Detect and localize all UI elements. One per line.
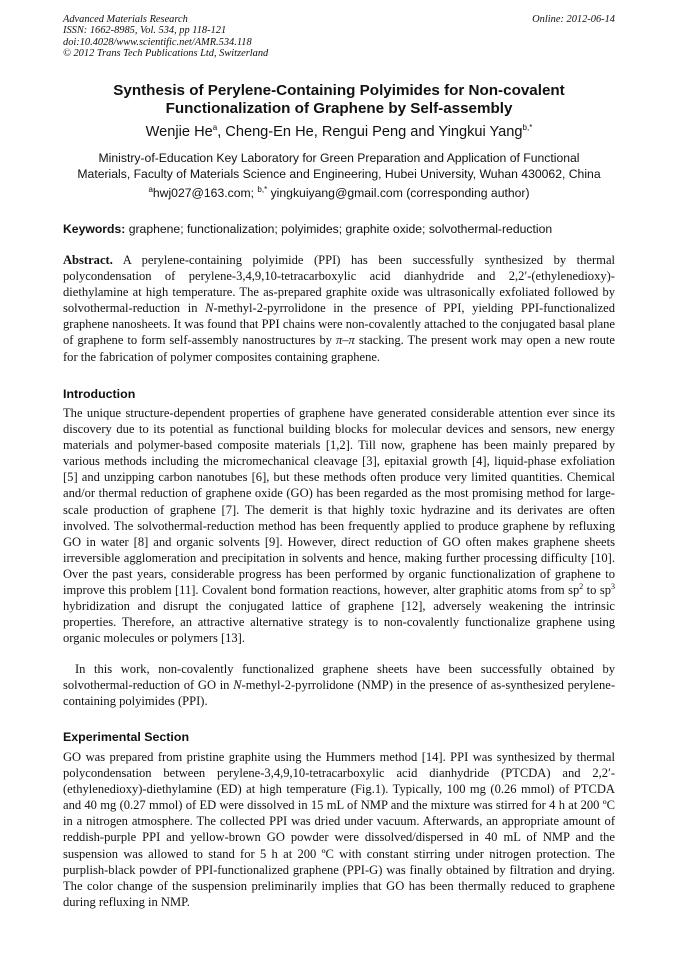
abstract-text: stacking. The present work may open a new route for the fabrication of polymer composites containing graphene.	[63, 333, 615, 364]
paragraph-italic: N	[233, 678, 242, 693]
email-marker: b,*	[257, 184, 268, 194]
copyright-line: © 2012 Trans Tech Publications Ltd, Switzerland	[63, 48, 269, 60]
abstract-text: A perylene-containing polyimide (PPI) has been successfully synthesized by thermal polycondensation of perylene-3,4,9,10-tetracarboxylic acid dianhydride and 2,2′-(ethylenedioxy)-diethylamine at high temperature. The as-prepared graphite oxide was ultrasonically exfoliated followed by solvothermal-reduction in	[63, 253, 615, 316]
journal-name: Advanced Materials Research	[63, 14, 188, 25]
affiliation	[63, 150, 615, 182]
paragraph-text: to sp	[583, 583, 611, 598]
title-line-2: Functionalization of Graphene by Self-assembly	[165, 100, 513, 117]
email-marker: a	[148, 184, 153, 194]
abstract-label: Abstract.	[63, 253, 113, 267]
keywords	[63, 221, 615, 237]
title-line-1: Synthesis of Perylene-Containing Polyimides for Non-covalent	[113, 82, 565, 99]
affiliation-line-1: Ministry-of-Education Key Laboratory for Green Preparation and Application of Functional	[98, 151, 580, 165]
author-names: , Cheng-En He, Rengui Peng and Yingkui Yang	[217, 124, 523, 140]
keywords-label: Keywords:	[63, 222, 126, 236]
doi-line[interactable]: doi:10.4028/www.scientific.net/AMR.534.118	[63, 36, 252, 48]
email-link[interactable]: yingkuiyang@gmail.com (corresponding author)	[267, 186, 530, 200]
author-affil-marker: b,*	[522, 123, 533, 133]
issn-line: ISSN: 1662-8985, Vol. 534, pp 118-121	[63, 25, 227, 37]
introduction-paragraph-1	[63, 405, 615, 646]
author-name: Wenjie He	[145, 124, 213, 140]
paragraph-text: hybridization and disrupt the conjugated lattice of graphene [12], adversely weakening the intrinsic properties. Therefore, an attractive alternative strategy is to non-covalently functionalize graphene using organic molecules or polymers [13].	[63, 599, 615, 646]
abstract-italic: π–π	[336, 333, 355, 348]
online-date: Online: 2012-06-14	[532, 14, 615, 25]
affiliation-line-2: Materials, Faculty of Materials Science and Engineering, Hubei University, Wuhan 430062, China	[77, 167, 601, 181]
paper-title	[63, 82, 615, 118]
experimental-paragraph-1: GO was prepared from pristine graphite using the Hummers method [14]. PPI was synthesized by thermal polycondensation between perylene-3,4,9,10-tetracarboxylic acid dianhydride (PTCDA) and 2,2′-(ethylenedioxy)-diethylamine (ED) at high temperature (Fig.1). Typically, 100 mg (0.26 mmol) of PTCDA and 40 mg (0.27 mmol) of ED were dissolved in 15 mL of NMP and the mixture was stirred for 4 h at 200 ºC in a nitrogen atmosphere. The collected PPI was dried under vacuum. Afterwards, an appropriate amount of reddish-purple PPI and yellow-brown GO powder were dissolved/dispersed in 40 mL of NMP and the suspension was allowed to stand for 5 h at 200 ºC with constant stirring under nitrogen protection. The purplish-black powder of PPI-functionalized graphene (PPI-G) was finally obtained by filtration and drying. The color change of the suspension preliminarily implies that GO has been thermally reduced to graphene during refluxing in NMP.	[63, 750, 615, 909]
author-list	[63, 123, 615, 141]
introduction-paragraph-2	[63, 661, 615, 709]
paragraph-text: -methyl-2-pyrrolidone (NMP) in the presence of as-synthesized perylene-containing polyimides (PPI).	[63, 678, 615, 709]
author-emails	[63, 185, 615, 201]
abstract	[63, 252, 615, 365]
abstract-text: -methyl-2-pyrrolidone in the presence of PPI, yielding PPI-functionalized graphene nanosheets. It was found that PPI chains were non-covalently attached to the conjugated basal plane of graphene to form self-assembly nanostructures by	[63, 301, 616, 348]
section-heading-experimental: Experimental Section	[63, 730, 190, 744]
paragraph-text: In this work, non-covalently functionalized graphene sheets have been successfully obtained by solvothermal-reduction of GO in	[63, 662, 615, 693]
journal-header	[63, 14, 615, 60]
email-link[interactable]: hwj027@163.com;	[152, 186, 255, 200]
paragraph-text: The unique structure-dependent properties of graphene have generated considerable attention ever since its discovery due to its potential as functional building blocks for molecular devices and sensors, new energy materials and polymer-based composite materials [1,2]. Till now, graphene has been mainly prepared by various methods including the micromechanical cleavage [3], epitaxial growth [4], liquid-phase exfoliation [5] and unzipping carbon nanotubes [6], but these methods often produce very limited quantities. Chemical and/or thermal reduction of graphene oxide (GO) has been regarded as the most promising method for large-scale production of graphene [7]. The demerit is that highly toxic hydrazine and its derivates are often involved. The solvothermal-reduction method has been frequently applied to produce graphene by refluxing GO in water [8] and organic solvents [9]. However, direct reduction of GO often makes graphene sheets irreversible agglomeration and precipitation in solvents and hence, making further processing difficulty [10]. Over the past years, considerable progress has been performed by organic functionalization of graphene to improve this problem [11]. Covalent bond formation reactions, however, alter graphitic atoms from sp	[63, 406, 615, 598]
superscript: 2	[579, 581, 584, 591]
abstract-italic: N	[205, 301, 214, 316]
section-heading-introduction: Introduction	[63, 387, 136, 401]
superscript: 3	[610, 581, 615, 591]
author-affil-marker: a	[212, 123, 218, 133]
keywords-text: graphene; functionalization; polyimides; graphite oxide; solvothermal-reduction	[125, 222, 553, 236]
